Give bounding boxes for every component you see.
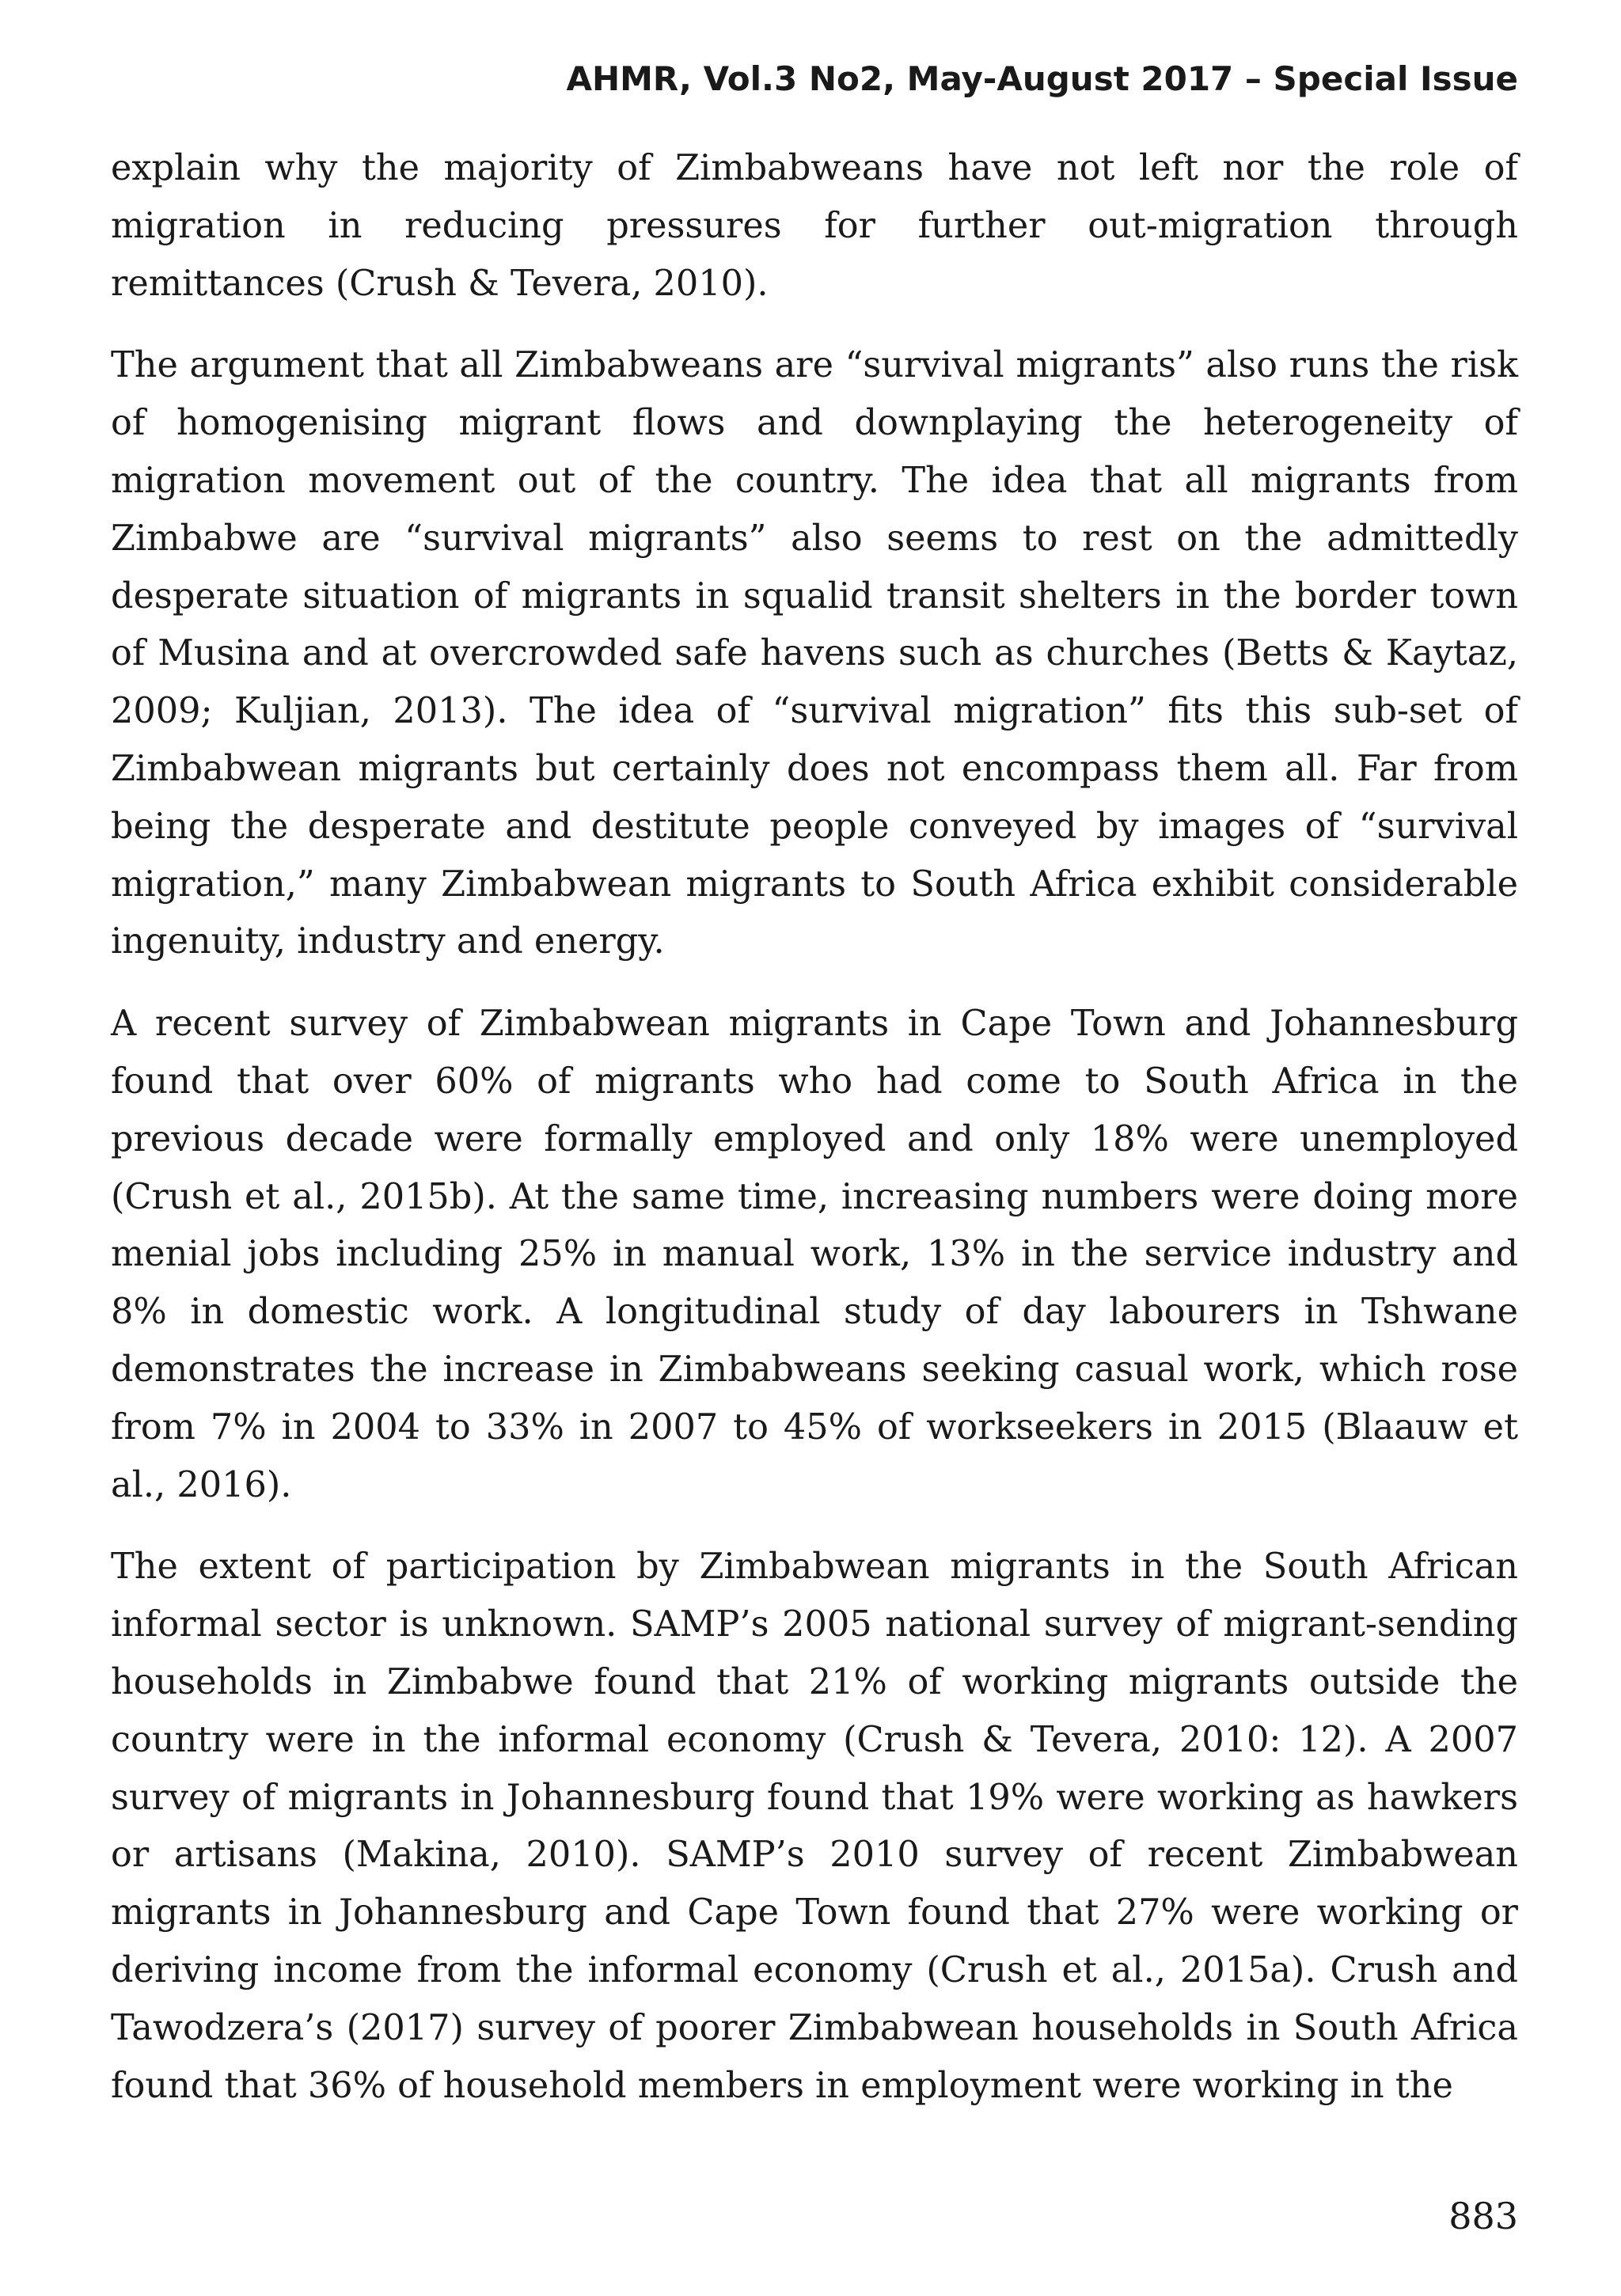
paragraph-1: explain why the majority of Zimbabweans have not left nor the role of migration in reducing pressures for further out-migration through remittances (Crush & Tevera, 2010).: [111, 147, 1518, 304]
page-number: 883: [1448, 2195, 1518, 2237]
running-header: AHMR, Vol.3 No2, May-August 2017 – Special Issue: [566, 59, 1518, 98]
body-text: [111, 139, 1518, 2139]
paragraph-3: A recent survey of Zimbabwean migrants in Cape Town and Johannesburg found that over 60% of migrants who had come to South Africa in the previous decade were formally employed and only 18% were unemployed (Crush et al., 2015b). At the same time, increasing numbers were doing more menial jobs including 25% in manual work, 13% in the service industry and 8% in domestic work. A longitudinal study of day labourers in Tshwane demonstrates the increase in Zimbabweans seeking casual work, which rose from 7% in 2004 to 33% in 2007 to 45% of workseekers in 2015 (Blaauw et al., 2016).: [111, 1003, 1518, 1505]
paragraph-4: The extent of participation by Zimbabwean migrants in the South African informal sector is unknown. SAMP’s 2005 national survey of migrant-sending households in Zimbabwe found that 21% of working migrants outside the country were in the informal economy (Crush & Tevera, 2010: 12). A 2007 survey of migrants in Johannesburg found that 19% were working as hawkers or artisans (Makina, 2010). SAMP’s 2010 survey of recent Zimbabwean migrants in Johannesburg and Cape Town found that 27% were working or deriving income from the informal economy (Crush et al., 2015a). Crush and Tawodzera’s (2017) survey of poorer Zimbabwean households in South Africa found that 36% of household members in employment were working in the: [111, 1546, 1518, 2106]
paragraph-2: The argument that all Zimbabweans are “survival migrants” also runs the risk of homogenising migrant flows and downplaying the heterogeneity of migration movement out of the country. The idea that all migrants from Zimbabwe are “survival migrants” also seems to rest on the admittedly desperate situation of migrants in squalid transit shelters in the border town of Musina and at overcrowded safe havens such as churches (Betts & Kaytaz, 2009; Kuljian, 2013). The idea of “survival migration” fits this sub-set of Zimbabwean migrants but certainly does not encompass them all. Far from being the desperate and destitute people conveyed by images of “survival migration,” many Zimbabwean migrants to South Africa exhibit considerable ingenuity, industry and energy.: [111, 344, 1518, 962]
